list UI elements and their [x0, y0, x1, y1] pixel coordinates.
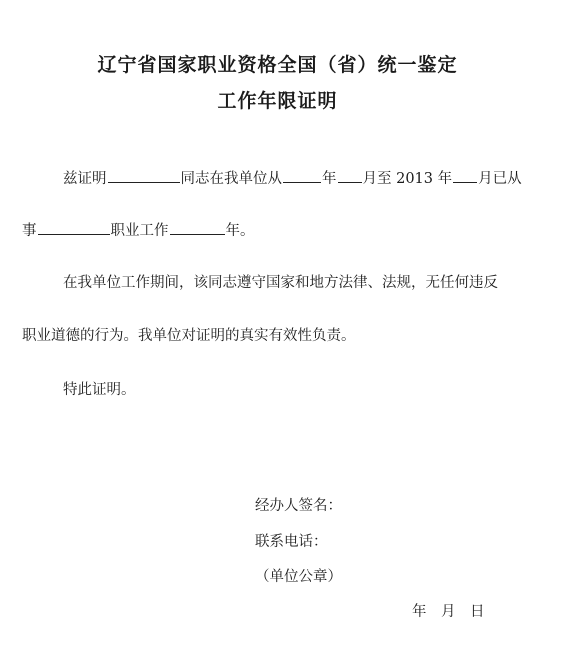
text-segment: 年。	[225, 223, 255, 239]
text-segment: 兹证明	[63, 171, 107, 187]
document-subtitle: 工作年限证明	[217, 90, 338, 112]
paragraph-conduct-line-1: 在我单位工作期间，该同志遵守国家和地方法律、法规，无任何违反	[63, 275, 498, 291]
text-segment: 月已从	[478, 171, 522, 187]
blank-end-month[interactable]	[453, 168, 477, 183]
handler-signature-label: 经办人签名：	[255, 498, 342, 514]
text-segment: 同志在我单位从	[180, 171, 282, 187]
paragraph-closing: 特此证明。	[63, 382, 136, 398]
date-label: 年 月 日	[412, 604, 485, 620]
blank-start-year[interactable]	[283, 168, 321, 183]
text-segment: 职业工作	[110, 223, 169, 239]
contact-phone-label: 联系电话：	[255, 534, 328, 550]
text-segment: 年	[322, 171, 337, 187]
unit-seal-label: （单位公章）	[255, 569, 342, 585]
paragraph-conduct-line-2: 职业道德的行为。我单位对证明的真实有效性负责。	[22, 328, 356, 344]
blank-start-month[interactable]	[338, 168, 362, 183]
text-segment: 月至 2013 年	[362, 171, 453, 187]
blank-employee-name[interactable]	[108, 168, 180, 183]
blank-years[interactable]	[170, 220, 225, 235]
blank-occupation[interactable]	[38, 220, 110, 235]
paragraph-employment-line-2	[22, 220, 255, 241]
text-segment: 事	[22, 223, 37, 239]
document-title: 辽宁省国家职业资格全国（省）统一鉴定	[97, 54, 458, 76]
paragraph-employment-line-1	[63, 168, 522, 189]
